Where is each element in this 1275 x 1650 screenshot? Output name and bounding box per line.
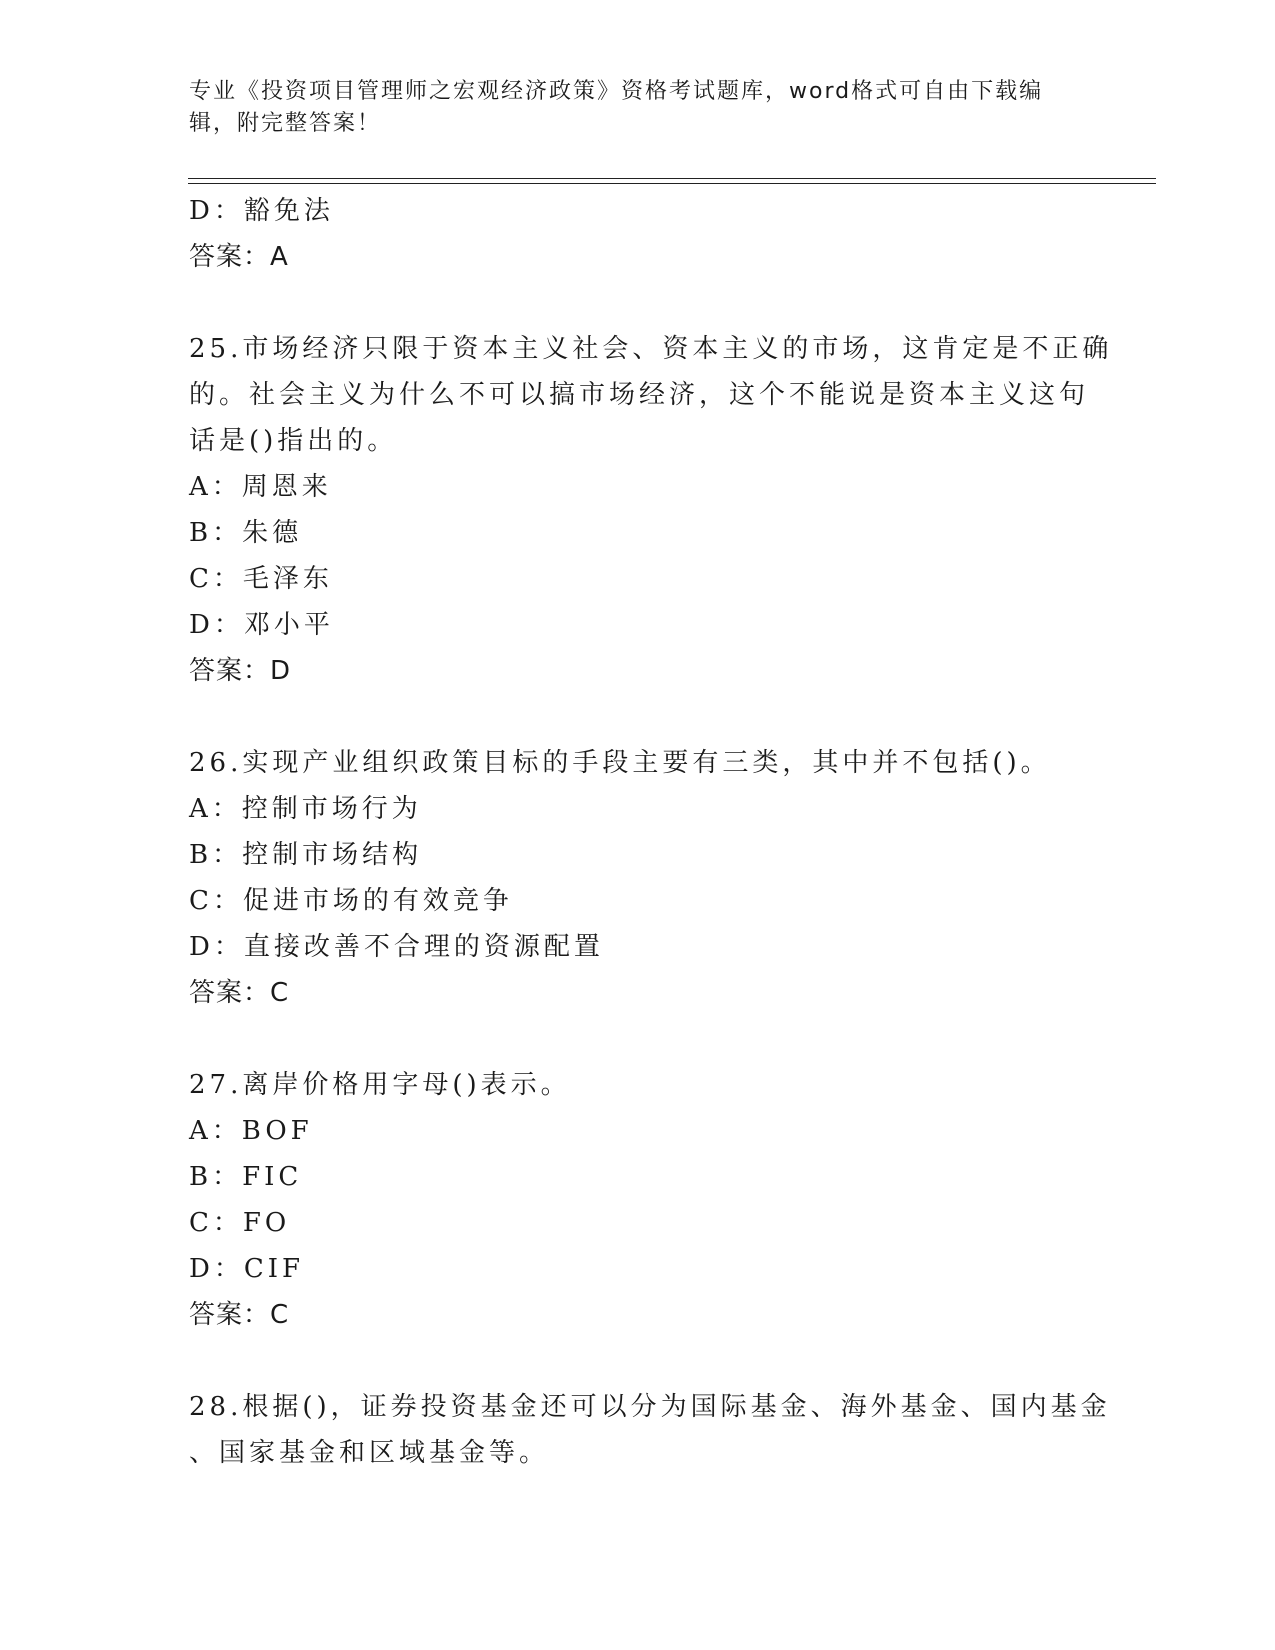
question-27 — [189, 1062, 1089, 1338]
answer-line: 答案：D — [189, 656, 292, 686]
option-b: B：FIC — [189, 1162, 303, 1192]
option-b: B：控制市场结构 — [189, 840, 423, 870]
header-line-2: 辑，附完整答案！ — [189, 111, 382, 136]
option-a: A：BOF — [189, 1116, 313, 1146]
spacer — [189, 1016, 1089, 1062]
option-c: C：FO — [189, 1208, 291, 1238]
question-text-line: 话是()指出的。 — [189, 426, 398, 456]
question-26 — [189, 740, 1089, 1016]
question-text-line: 、国家基金和区域基金等。 — [189, 1438, 550, 1468]
header-divider-bottom — [188, 183, 1156, 184]
spacer — [189, 1338, 1089, 1384]
spacer — [189, 280, 1089, 326]
question-28 — [189, 1384, 1111, 1476]
question-text-line: 28.根据()，证券投资基金还可以分为国际基金、海外基金、国内基金 — [189, 1392, 1111, 1422]
header-divider-top — [188, 178, 1156, 179]
page-header — [189, 76, 1069, 140]
option-c: C：毛泽东 — [189, 564, 333, 594]
option-b: B：朱德 — [189, 518, 303, 548]
option-d: D：CIF — [189, 1254, 305, 1284]
option-d: D：直接改善不合理的资源配置 — [189, 932, 604, 962]
header-line-1: 专业《投资项目管理师之宏观经济政策》资格考试题库，word格式可自由下载编 — [189, 79, 1044, 104]
question-text-line: 26.实现产业组织政策目标的手段主要有三类，其中并不包括()。 — [189, 748, 1051, 778]
question-list — [189, 188, 1113, 1476]
option-d: D：豁免法 — [189, 196, 334, 226]
question-text-line: 27.离岸价格用字母()表示。 — [189, 1070, 571, 1100]
spacer — [189, 694, 1089, 740]
question-text-line: 25.市场经济只限于资本主义社会、资本主义的市场，这肯定是不正确 — [189, 334, 1113, 364]
option-a: A：周恩来 — [189, 472, 332, 502]
option-d: D：邓小平 — [189, 610, 334, 640]
question-25 — [189, 326, 1113, 694]
question-text-line: 的。社会主义为什么不可以搞市场经济，这个不能说是资本主义这句 — [189, 380, 1090, 410]
option-a: A：控制市场行为 — [189, 794, 422, 824]
answer-line: 答案：C — [189, 978, 290, 1008]
answer-line: 答案：C — [189, 1300, 290, 1330]
previous-question-tail — [189, 188, 1089, 280]
option-c: C：促进市场的有效竞争 — [189, 886, 513, 916]
answer-line: 答案：A — [189, 242, 289, 272]
